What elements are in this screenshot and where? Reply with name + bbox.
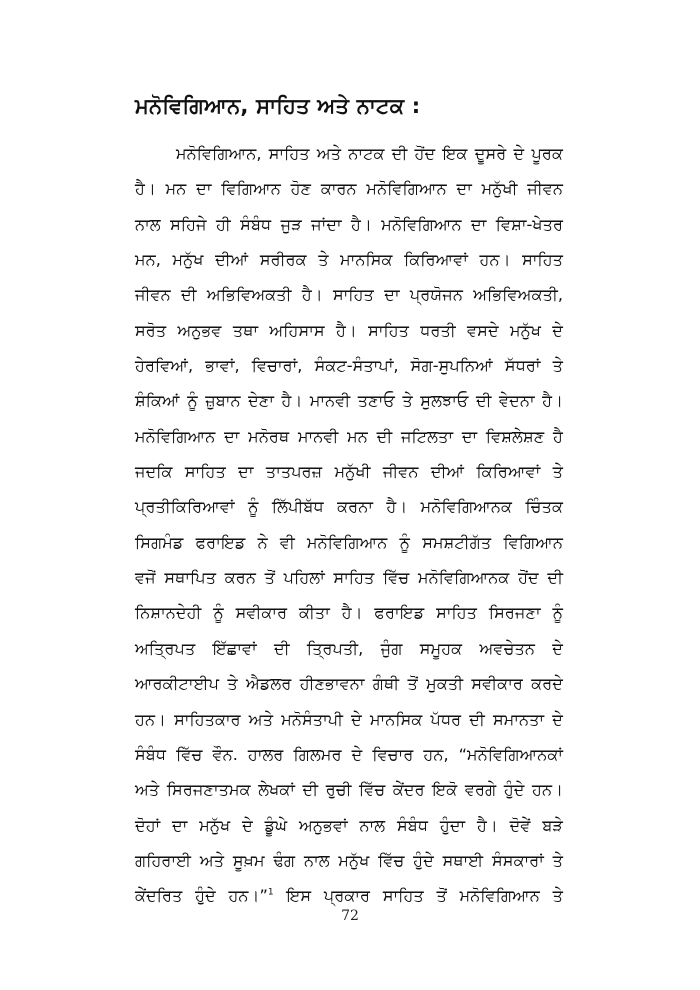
text-line: ਸਿਗਮੰਡ ਫਰਾਇਡ ਨੇ ਵੀ ਮਨੋਵਿਗਿਆਨ ਨੂੰ ਸਮਸ਼ਟੀਗੱਤ ਵਿਗਿਆਨ — [135, 532, 563, 552]
text-line: ਸ਼ੰਕਿਆਂ ਨੂੰ ਜ਼ੁਬਾਨ ਦੇਣਾ ਹੈ। ਮਾਨਵੀ ਤਣਾਓ ਤੇ ਸੁਲਝਾਓ ਦੀ ਵੇਦਨਾ ਹੈ। — [135, 391, 563, 411]
text-line: ਹੈ। ਮਨ ਦਾ ਵਿਗਿਆਨ ਹੋਣ ਕਾਰਨ ਮਨੋਵਿਗਿਆਨ ਦਾ ਮਨੁੱਖੀ ਜੀਵਨ — [135, 179, 563, 199]
text-line: ਨਾਲ ਸਹਿਜੇ ਹੀ ਸੰਬੰਧ ਜੁੜ ਜਾਂਦਾ ਹੈ। ਮਨੋਵਿਗਿਆਨ ਦਾ ਵਿਸ਼ਾ-ਖੇਤਰ — [135, 214, 563, 234]
text-line: ਹਨ। ਸਾਹਿਤਕਾਰ ਅਤੇ ਮਨੋਸੰਤਾਪੀ ਦੇ ਮਾਨਸਿਕ ਪੱਧਰ ਦੀ ਸਮਾਨਤਾ ਦੇ — [135, 709, 563, 729]
text-line: ਅਤੇ ਸਿਰਜਣਾਤਮਕ ਲੇਖਕਾਂ ਦੀ ਰੁਚੀ ਵਿੱਚ ਕੇਂਦਰ ਇਕੋ ਵਰਗੇ ਹੁੰਦੇ ਹਨ। — [135, 780, 563, 800]
text-line: ਨਿਸ਼ਾਨਦੇਹੀ ਨੂੰ ਸਵੀਕਾਰ ਕੀਤਾ ਹੈ। ਫਰਾਇਡ ਸਾਹਿਤ ਸਿਰਜਣਾ ਨੂੰ — [135, 603, 563, 623]
section-heading: ਮਨੋਵਿਗਿਆਨ, ਸਾਹਿਤ ਅਤੇ ਨਾਟਕ : — [135, 94, 421, 118]
text-line: ਆਰਕੀਟਾਈਪ ਤੇ ਐਡਲਰ ਹੀਣਭਾਵਨਾ ਗੰਥੀ ਤੋਂ ਮੁਕਤੀ ਸਵੀਕਾਰ ਕਰਦੇ — [135, 674, 563, 694]
text-line: ਮਨੋਵਿਗਿਆਨ ਦਾ ਮਨੋਰਥ ਮਾਨਵੀ ਮਨ ਦੀ ਜਟਿਲਤਾ ਦਾ ਵਿਸ਼ਲੇਸ਼ਣ ਹੈ — [135, 426, 563, 446]
text-line: ਸੰਬੰਧ ਵਿੱਚ ਵੌਨ. ਹਾਲਰ ਗਿਲਮਰ ਦੇ ਵਿਚਾਰ ਹਨ, “ਮਨੋਵਿਗਿਆਨਕਾਂ — [135, 744, 563, 764]
footnote-reference[interactable]: 1 — [267, 887, 274, 898]
text-line: ਦੋਹਾਂ ਦਾ ਮਨੁੱਖ ਦੇ ਡੂੰਘੇ ਅਨੁਭਵਾਂ ਨਾਲ ਸੰਬੰਧ ਹੁੰਦਾ ਹੈ। ਦੋਵੇਂ ਬੜੇ — [135, 815, 563, 835]
page-number: 72 — [341, 908, 359, 924]
text-line: ਸਰੋਤ ਅਨੁਭਵ ਤਥਾ ਅਹਿਸਾਸ ਹੈ। ਸਾਹਿਤ ਧਰਤੀ ਵਸਦੇ ਮਨੁੱਖ ਦੇ — [135, 320, 563, 340]
text-line: ਅਤ੍ਰਿਪਤ ਇੱਛਾਵਾਂ ਦੀ ਤ੍ਰਿਪਤੀ, ਜੁੰਗ ਸਮੂਹਕ ਅਵਚੇਤਨ ਦੇ — [135, 638, 563, 658]
text-line: ਮਨੋਵਿਗਿਆਨ, ਸਾਹਿਤ ਅਤੇ ਨਾਟਕ ਦੀ ਹੋਂਦ ਇਕ ਦੂਸਰੇ ਦੇ ਪੂਰਕ — [176, 144, 563, 163]
text-line: ਮਨ, ਮਨੁੱਖ ਦੀਆਂ ਸਰੀਰਕ ਤੇ ਮਾਨਸਿਕ ਕਿਰਿਆਵਾਂ ਹਨ। ਸਾਹਿਤ — [135, 250, 563, 270]
text-segment: ਇਸ ਪ੍ਰਕਾਰ ਸਾਹਿਤ ਤੋਂ ਮਨੋਵਿਗਿਆਨ ਤੇ — [273, 886, 563, 906]
text-line: ਪ੍ਰਤੀਕਿਰਿਆਵਾਂ ਨੂੰ ਲਿੱਪੀਬੱਧ ਕਰਨਾ ਹੈ। ਮਨੋਵਿਗਿਆਨਕ ਚਿੰਤਕ — [135, 497, 563, 517]
text-line: ਗਹਿਰਾਈ ਅਤੇ ਸੂਖ਼ਮ ਢੰਗ ਨਾਲ ਮਨੁੱਖ ਵਿੱਚ ਹੁੰਦੇ ਸਥਾਈ ਸੰਸਕਾਰਾਂ ਤੇ — [135, 850, 563, 870]
text-line: ਹੇਰਵਿਆਂ, ਭਾਵਾਂ, ਵਿਚਾਰਾਂ, ਸੰਕਟ-ਸੰਤਾਪਾਂ, ਸੋਗ-ਸੁਪਨਿਆਂ ਸੱਧਰਾਂ ਤੇ — [135, 356, 563, 376]
text-segment: ਕੇਂਦਰਿਤ ਹੁੰਦੇ ਹਨ।” — [135, 886, 268, 906]
text-line: ਵਜੋਂ ਸਥਾਪਿਤ ਕਰਨ ਤੋਂ ਪਹਿਲਾਂ ਸਾਹਿਤ ਵਿੱਚ ਮਨੋਵਿਗਿਆਨਕ ਹੋਂਦ ਦੀ — [135, 568, 563, 588]
body-paragraph — [135, 136, 563, 914]
text-line: ਜੀਵਨ ਦੀ ਅਭਿਵਿਅਕਤੀ ਹੈ। ਸਾਹਿਤ ਦਾ ਪ੍ਰਯੋਜਨ ਅਭਿਵਿਅਕਤੀ, — [135, 285, 563, 305]
text-line: ਜਦਕਿ ਸਾਹਿਤ ਦਾ ਤਾਤਪਰਜ਼ ਮਨੁੱਖੀ ਜੀਵਨ ਦੀਆਂ ਕਿਰਿਆਵਾਂ ਤੇ — [135, 462, 563, 482]
